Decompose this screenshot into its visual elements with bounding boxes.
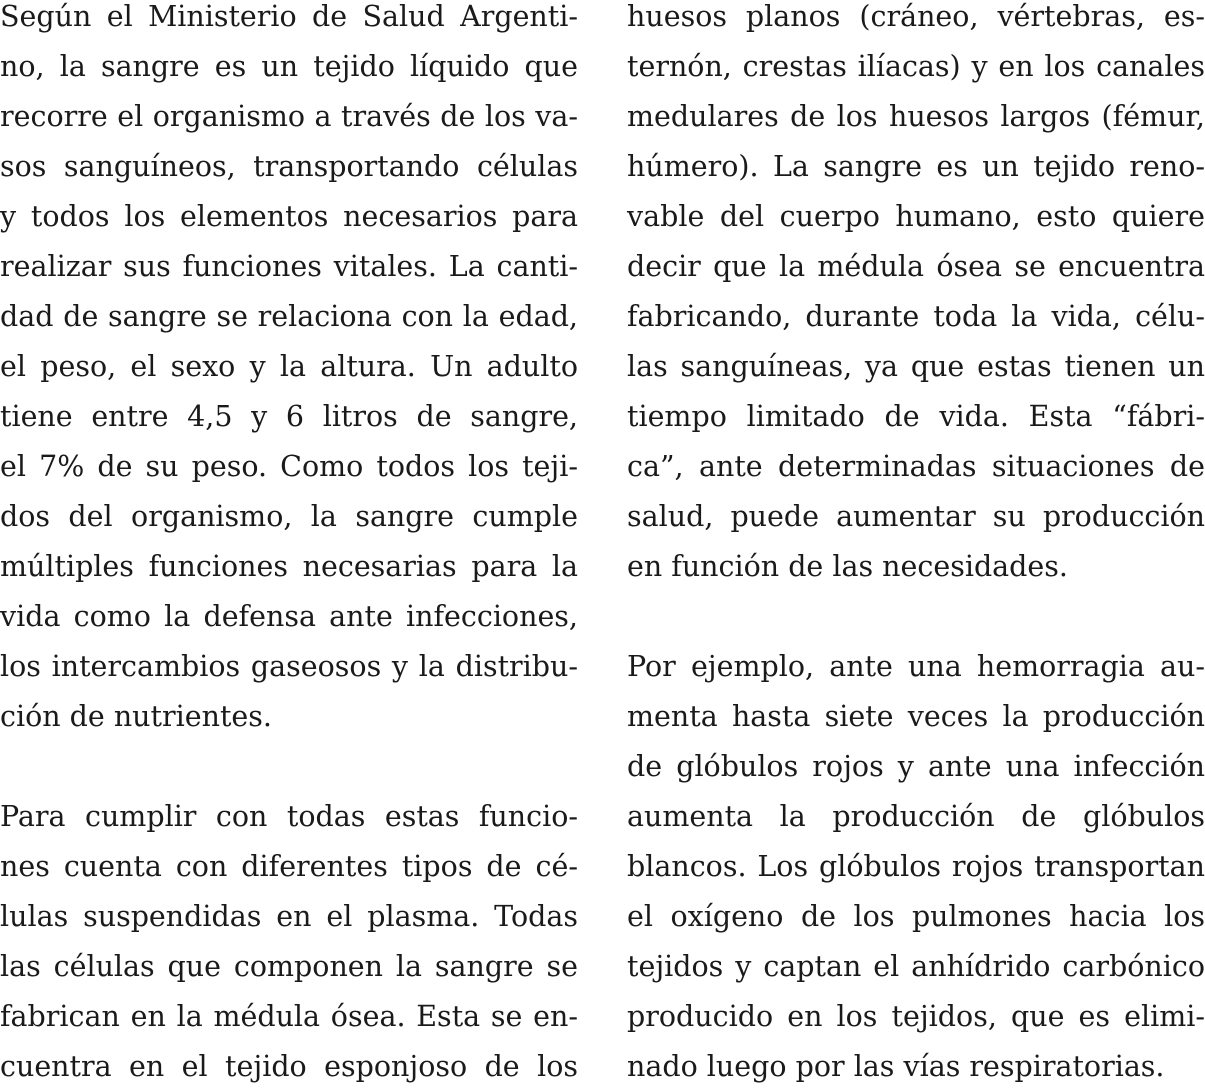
text-line: no, la sangre es un tejido líquido que [0, 50, 578, 83]
text-line: múltiples funciones necesarias para la [0, 550, 578, 583]
text-line: húmero). La sangre es un tejido reno- [627, 150, 1205, 183]
text-line: Para cumplir con todas estas funcio- [0, 800, 578, 833]
text-line: fabrican en la médula ósea. Esta se en- [0, 1000, 578, 1033]
text-line: de glóbulos rojos y ante una infección [627, 750, 1205, 783]
text-line: el oxígeno de los pulmones hacia los [627, 900, 1205, 933]
text-line: lulas suspendidas en el plasma. Todas [0, 900, 578, 933]
left-text-column [0, 0, 578, 1092]
text-line: medulares de los huesos largos (fémur, [627, 100, 1205, 133]
text-line: tejidos y captan el anhídrido carbónico [627, 950, 1205, 983]
text-line: vida como la defensa ante infecciones, [0, 600, 578, 633]
text-line: cuentra en el tejido esponjoso de los [0, 1050, 578, 1083]
text-line: sos sanguíneos, transportando células [0, 150, 578, 183]
text-line: ca”, ante determinadas situaciones de [627, 450, 1205, 483]
text-line: blancos. Los glóbulos rojos transportan [627, 850, 1205, 883]
text-line: en función de las necesidades. [627, 550, 1068, 583]
text-line: las células que componen la sangre se [0, 950, 578, 983]
text-line: el 7% de su peso. Como todos los teji- [0, 450, 578, 483]
text-line: ternón, crestas ilíacas) y en los canales [627, 50, 1205, 83]
text-line: dad de sangre se relaciona con la edad, [0, 300, 578, 333]
text-line: producido en los tejidos, que es elimi- [627, 1000, 1205, 1033]
text-line: ción de nutrientes. [0, 700, 272, 733]
text-line: nado luego por las vías respiratorias. [627, 1050, 1165, 1083]
text-line: aumenta la producción de glóbulos [627, 800, 1205, 833]
paragraph-gap [627, 592, 1205, 642]
text-line: nes cuenta con diferentes tipos de cé- [0, 850, 578, 883]
right-text-column [627, 0, 1205, 1092]
text-line: huesos planos (cráneo, vértebras, es- [627, 0, 1205, 33]
text-line: las sanguíneas, ya que estas tienen un [627, 350, 1205, 383]
text-line: Según el Ministerio de Salud Argenti- [0, 0, 578, 33]
text-line: menta hasta siete veces la producción [627, 700, 1205, 733]
text-line: tiene entre 4,5 y 6 litros de sangre, [0, 400, 578, 433]
text-line: recorre el organismo a través de los va- [0, 100, 578, 133]
text-line: salud, puede aumentar su producción [627, 500, 1205, 533]
text-line: fabricando, durante toda la vida, célu- [627, 300, 1205, 333]
text-line: vable del cuerpo humano, esto quiere [627, 200, 1205, 233]
text-line: el peso, el sexo y la altura. Un adulto [0, 350, 578, 383]
text-line: los intercambios gaseosos y la distribu- [0, 650, 578, 683]
text-line: realizar sus funciones vitales. La canti- [0, 250, 578, 283]
text-line: Por ejemplo, ante una hemorragia au- [627, 650, 1205, 683]
text-line: y todos los elementos necesarios para [0, 200, 578, 233]
text-line: tiempo limitado de vida. Esta “fábri- [627, 400, 1205, 433]
paragraph-gap [0, 742, 578, 792]
text-line: dos del organismo, la sangre cumple [0, 500, 578, 533]
text-line: decir que la médula ósea se encuentra [627, 250, 1205, 283]
